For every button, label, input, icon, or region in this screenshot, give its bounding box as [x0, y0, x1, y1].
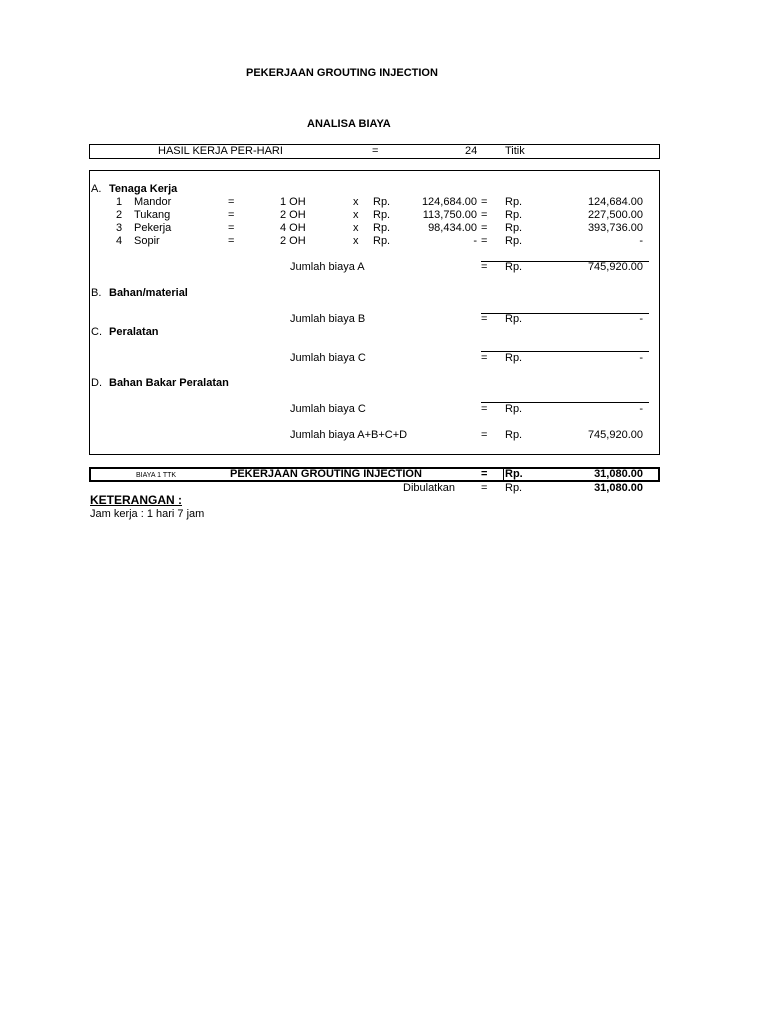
labor-row-name: Sopir	[134, 235, 160, 247]
labor-row-rp: Rp.	[505, 235, 523, 247]
labor-row-rp: Rp.	[373, 209, 391, 221]
labor-row-no: 3	[116, 222, 123, 234]
labor-row-qty: 1 OH	[280, 196, 306, 208]
biaya-rp: Rp.	[505, 468, 523, 480]
labor-row-rp: Rp.	[505, 209, 523, 221]
section-d-letter: D.	[91, 377, 102, 389]
section-d-title: Bahan Bakar Peralatan	[109, 377, 229, 389]
grand-total-value: 745,920.00	[587, 429, 643, 441]
sum-c-eq: =	[481, 352, 488, 364]
grand-total-eq: =	[481, 429, 488, 441]
labor-row-qty: 4 OH	[280, 222, 306, 234]
labor-row-eq: =	[228, 222, 235, 234]
labor-row-total: 227,500.00	[587, 209, 643, 221]
keterangan-title: KETERANGAN :	[90, 493, 182, 507]
labor-row-eq: =	[228, 209, 235, 221]
labor-row-price: 113,750.00	[422, 209, 477, 221]
sum-b-eq: =	[481, 313, 488, 325]
hasil-kerja-unit: Titik	[505, 145, 525, 157]
biaya-eq: =	[481, 468, 488, 480]
labor-row-name: Tukang	[134, 209, 171, 221]
labor-row-qty: 2 OH	[280, 209, 306, 221]
section-a-title: Tenaga Kerja	[109, 183, 178, 195]
dibulatkan-label: Dibulatkan	[403, 482, 455, 494]
labor-row-x: x	[353, 196, 359, 208]
section-a-letter: A.	[91, 183, 102, 195]
labor-row-price: 98,434.00	[428, 222, 477, 234]
labor-row-no: 1	[116, 196, 123, 208]
sum-b-rp: Rp.	[505, 313, 523, 325]
labor-row-eq: =	[228, 235, 235, 247]
labor-row-x: x	[353, 209, 359, 221]
section-b-title: Bahan/material	[109, 287, 188, 299]
dibulatkan-eq: =	[481, 482, 488, 494]
labor-row-qty: 2 OH	[280, 235, 306, 247]
labor-row-name: Mandor	[134, 196, 172, 208]
sum-c-label: Jumlah biaya C	[290, 352, 366, 364]
labor-row-x: x	[353, 222, 359, 234]
hasil-kerja-eq: =	[372, 145, 379, 157]
labor-row-rp: Rp.	[505, 222, 523, 234]
keterangan-text: Jam kerja : 1 hari 7 jam	[90, 508, 205, 520]
section-c-letter: C.	[91, 326, 102, 338]
labor-row-eq: =	[481, 196, 488, 208]
labor-row-name: Pekerja	[134, 222, 172, 234]
labor-row-total: 124,684.00	[587, 196, 643, 208]
labor-row-eq: =	[481, 222, 488, 234]
labor-row-price: 124,684.00	[421, 196, 477, 208]
page-title: PEKERJAAN GROUTING INJECTION	[246, 67, 438, 79]
labor-row-total: 393,736.00	[587, 222, 643, 234]
grand-total-rp: Rp.	[505, 429, 523, 441]
labor-row-price: -	[473, 235, 477, 247]
biaya-small-label: BIAYA 1 TTK	[136, 472, 177, 479]
sum-c-rp: Rp.	[505, 352, 523, 364]
sum-d-label: Jumlah biaya C	[290, 403, 366, 415]
sum-a-label: Jumlah biaya A	[290, 261, 365, 273]
biaya-label: PEKERJAAN GROUTING INJECTION	[230, 468, 422, 480]
dibulatkan-value: 31,080.00	[594, 482, 643, 494]
labor-row-rp: Rp.	[505, 196, 523, 208]
labor-row-total: -	[639, 235, 643, 247]
labor-row-no: 4	[116, 235, 123, 247]
sum-d-value: -	[639, 403, 643, 415]
labor-row-eq: =	[481, 235, 488, 247]
hasil-kerja-label: HASIL KERJA PER-HARI	[158, 145, 283, 157]
section-b-letter: B.	[91, 287, 102, 299]
sum-a-value: 745,920.00	[587, 261, 643, 273]
sum-a-rp: Rp.	[505, 261, 523, 273]
sum-c-value: -	[639, 352, 643, 364]
labor-row-eq: =	[481, 209, 488, 221]
page-subtitle: ANALISA BIAYA	[307, 118, 391, 130]
biaya-divider-left	[503, 467, 504, 482]
biaya-value: 31,080.00	[594, 468, 643, 480]
labor-row-rp: Rp.	[373, 196, 391, 208]
hasil-kerja-value: 24	[465, 145, 478, 157]
grand-total-label: Jumlah biaya A+B+C+D	[290, 429, 408, 441]
section-c-title: Peralatan	[109, 326, 159, 338]
labor-row-rp: Rp.	[373, 222, 391, 234]
sum-b-value: -	[639, 313, 643, 325]
dibulatkan-rp: Rp.	[505, 482, 523, 494]
sum-d-rp: Rp.	[505, 403, 523, 415]
labor-row-eq: =	[228, 196, 235, 208]
sum-a-eq: =	[481, 261, 488, 273]
labor-row-x: x	[353, 235, 359, 247]
sum-d-eq: =	[481, 403, 488, 415]
labor-row-no: 2	[116, 209, 123, 221]
labor-row-rp: Rp.	[373, 235, 391, 247]
sum-b-label: Jumlah biaya B	[290, 313, 366, 325]
